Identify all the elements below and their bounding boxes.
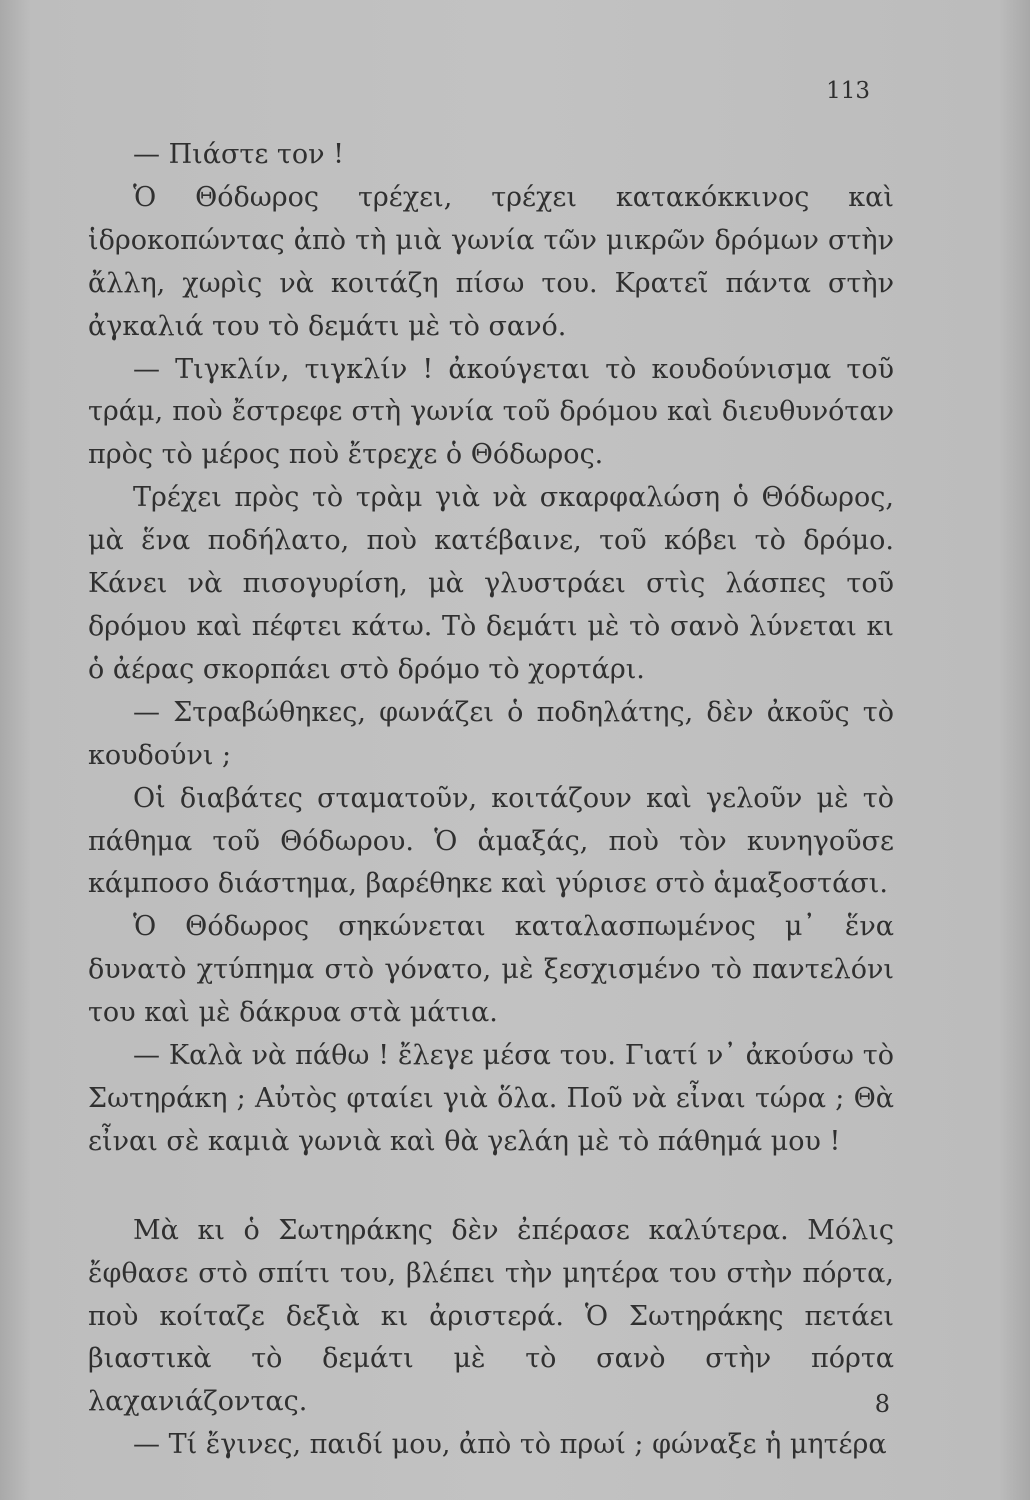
paragraph: Μὰ κι ὁ Σωτηράκης δὲν ἐπέρασε καλύτερα. Μόλις ἔφθασε στὸ σπίτι του, βλέπει τὴν μητέρα του στὴν πόρτα, ποὺ κοίταζε δεξιὰ κι ἀριστερά. Ὁ Σωτηράκης πετάει βιαστικὰ τὸ δεμάτι μὲ τὸ σανὸ στὴν πόρτα λαχανιάζοντας.: [88, 1214, 894, 1418]
paragraph: Τρέχει πρὸς τὸ τρὰμ γιὰ νὰ σκαρφαλώση ὁ Θόδωρος, μὰ ἕνα ποδήλατο, ποὺ κατέβαινε, τοῦ κόβει τὸ δρόμο. Κάνει νὰ πισογυρίση, μὰ γλυστράει στὶς λάσπες τοῦ δρόμου καὶ πέφτει κάτω. Τὸ δεμάτι μὲ τὸ σανὸ λύνεται κι ὁ ἀέρας σκορπάει στὸ δρόμο τὸ χορτάρι.: [88, 482, 894, 685]
paragraph: Ὁ Θόδωρος σηκώνεται καταλασπωμένος μ᾿ ἕνα δυνατὸ χτύπημα στὸ γόνατο, μὲ ξεσχισμένο τὸ παντελόνι του καὶ μὲ δάκρυα στὰ μάτια.: [88, 911, 894, 1029]
page-number: 113: [826, 78, 870, 104]
body-text: [88, 134, 894, 1467]
paragraph: — Καλὰ νὰ πάθω ! ἔλεγε μέσα του. Γιατί ν᾿ ἀκούσω τὸ Σωτηράκη ; Αὐτὸς φταίει γιὰ ὅλα. Ποῦ νὰ εἶναι τώρα ; Θὰ εἶναι σὲ καμιὰ γωνιὰ καὶ θὰ γελάη μὲ τὸ πάθημά μου !: [88, 1040, 894, 1157]
paragraph: — Τιγκλίν, τιγκλίν ! ἀκούγεται τὸ κουδούνισμα τοῦ τράμ, ποὺ ἔστρεφε στὴ γωνία τοῦ δρόμου καὶ διευθυνόταν πρὸς τὸ μέρος ποὺ ἔτρεχε ὁ Θόδωρος.: [88, 353, 894, 471]
paragraph: — Πιάστε τον !: [133, 139, 344, 170]
paragraph: — Στραβώθηκες, φωνάζει ὁ ποδηλάτης, δὲν ἀκοῦς τὸ κουδούνι ;: [88, 696, 894, 771]
paragraph: Ὁ Θόδωρος τρέχει, τρέχει κατακόκκινος καὶ ἱδροκοπώντας ἀπὸ τὴ μιὰ γωνία τῶν μικρῶν δρόμων στὴν ἄλλη, χωρὶς νὰ κοιτάζη πίσω του. Κρατεῖ πάντα στὴν ἀγκαλιά του τὸ δεμάτι μὲ τὸ σανό.: [88, 181, 894, 342]
paragraph: — Τί ἔγινες, παιδί μου, ἀπὸ τὸ πρωί ; φώναξε ἡ μητέρα: [133, 1429, 887, 1461]
signature-mark: 8: [874, 1390, 890, 1418]
paragraph: Οἱ διαβάτες σταματοῦν, κοιτάζουν καὶ γελοῦν μὲ τὸ πάθημα τοῦ Θόδωρου. Ὁ ἁμαξάς, ποὺ τὸν κυνηγοῦσε κάμποσο διάστημα, βαρέθηκε καὶ γύρισε στὸ ἁμαξοστάσι.: [88, 782, 894, 900]
